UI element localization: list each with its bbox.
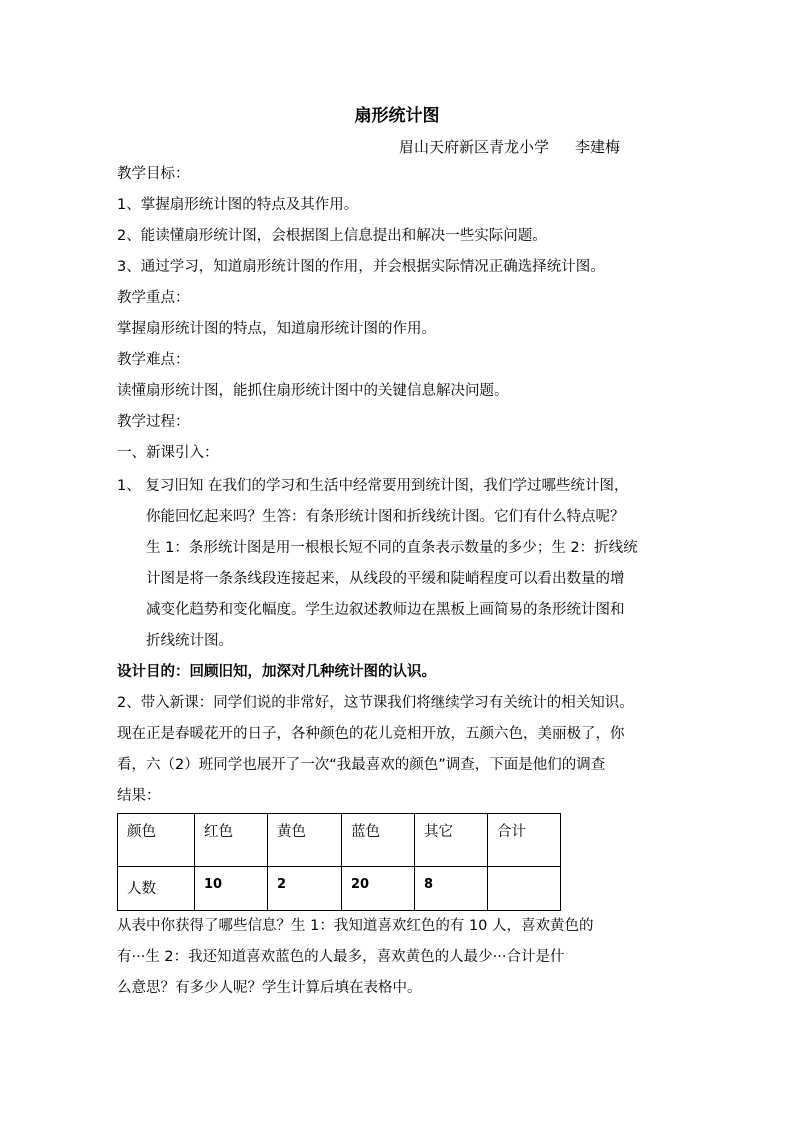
page-title: 扇形统计图 <box>354 106 440 126</box>
table-header-row <box>118 814 561 867</box>
objective-2: 2、能读懂扇形统计图，会根据图上信息提出和解决一些实际问题。 <box>117 228 547 244</box>
key-points-heading: 教学重点： <box>117 290 190 306</box>
difficulties-heading: 教学难点： <box>117 352 190 368</box>
paragraph-new-lesson-line: 2、带入新课：同学们说的非常好，这节课我们将继续学习有关统计的相关知识。 <box>117 695 634 711</box>
paragraph-review-line: 减变化趋势和变化幅度。学生边叙述教师边在黑板上画简易的条形统计图和 <box>146 602 625 618</box>
design-purpose: 设计目的：回顾旧知，加深对几种统计图的认识。 <box>117 664 436 680</box>
paragraph-review-line: 计图是将一条条线段连接起来，从线段的平缓和陡峭程度可以看出数量的增 <box>146 571 625 587</box>
table-cell: 颜色 <box>118 814 195 867</box>
table-cell: 蓝色 <box>342 814 415 867</box>
table-cell: 人数 <box>118 867 195 911</box>
color-survey-table <box>117 813 561 911</box>
table-cell: 10 <box>195 867 268 911</box>
section-intro-heading: 一、新课引入： <box>117 445 219 461</box>
paragraph-info-line: 么意思？有多少人呢？学生计算后填在表格中。 <box>117 980 422 996</box>
objective-3: 3、通过学习，知道扇形统计图的作用，并会根据实际情况正确选择统计图。 <box>117 259 605 275</box>
paragraph-new-lesson-line: 看，六（2）班同学也展开了一次“我最喜欢的颜色”调查，下面是他们的调查 <box>117 757 606 773</box>
table-cell: 8 <box>415 867 488 911</box>
author-school: 眉山天府新区青龙小学 <box>399 138 550 156</box>
paragraph-info-line: 有···生 2：我还知道喜欢蓝色的人最多，喜欢黄色的人最少···合计是什 <box>117 949 565 965</box>
author-name: 李建梅 <box>575 138 621 156</box>
table-cell: 其它 <box>415 814 488 867</box>
paragraph-review-line: 生 1：条形统计图是用一根根长短不同的直条表示数量的多少；生 2：折线统 <box>146 540 638 556</box>
table-cell-total <box>488 867 561 911</box>
paragraph-new-lesson-line: 现在正是春暖花开的日子，各种颜色的花儿竞相开放，五颜六色，美丽极了，你 <box>117 726 625 742</box>
paragraph-review-line: 折线统计图。 <box>146 633 233 649</box>
table-row <box>118 867 561 911</box>
table-cell: 红色 <box>195 814 268 867</box>
table-cell: 2 <box>268 867 342 911</box>
process-heading: 教学过程： <box>117 414 190 430</box>
objective-1: 1、掌握扇形统计图的特点及其作用。 <box>117 197 359 213</box>
paragraph-review-line: 你能回忆起来吗？生答：有条形统计图和折线统计图。它们有什么特点呢？ <box>146 509 625 525</box>
paragraph-new-lesson-line: 结果： <box>117 788 161 804</box>
author-line <box>399 135 620 159</box>
paragraph-review-line: 1、 复习旧知 在我们的学习和生活中经常要用到统计图，我们学过哪些统计图， <box>117 478 629 494</box>
difficulties-text: 读懂扇形统计图，能抓住扇形统计图中的关键信息解决问题。 <box>117 383 509 399</box>
table-cell: 20 <box>342 867 415 911</box>
table-cell: 合计 <box>488 814 561 867</box>
table-cell: 黄色 <box>268 814 342 867</box>
objectives-heading: 教学目标： <box>117 166 190 182</box>
paragraph-info-line: 从表中你获得了哪些信息？生 1：我知道喜欢红色的有 10 人，喜欢黄色的 <box>117 918 594 934</box>
key-points-text: 掌握扇形统计图的特点，知道扇形统计图的作用。 <box>117 321 436 337</box>
